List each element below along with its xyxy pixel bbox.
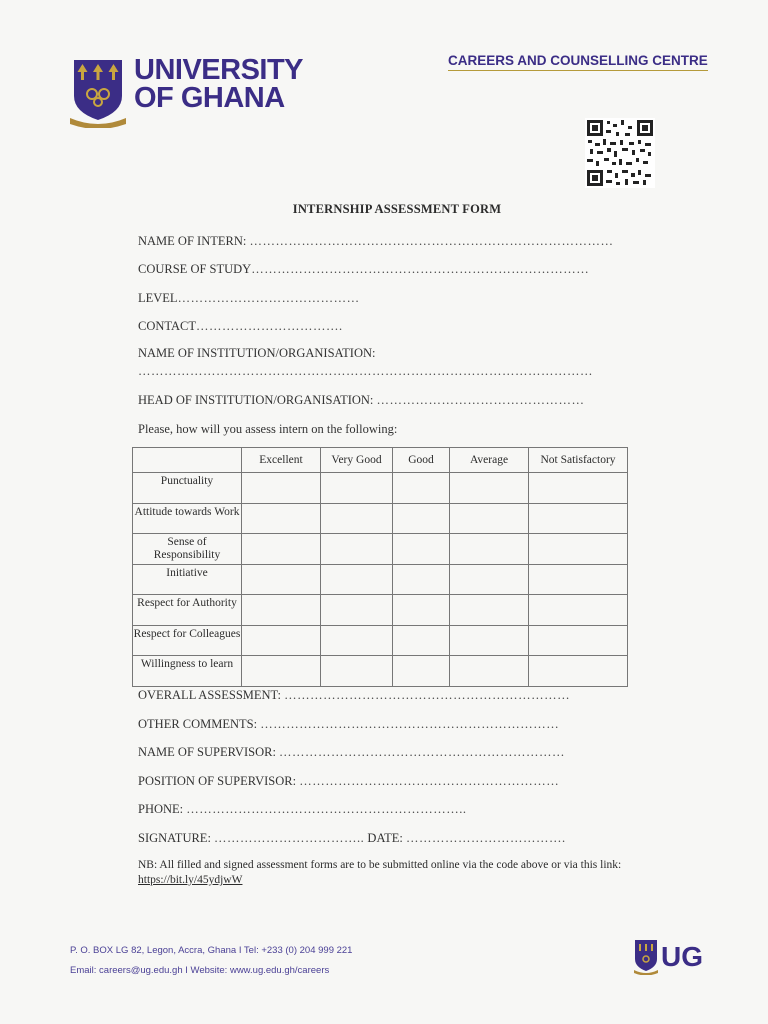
column-header: Average xyxy=(450,448,529,473)
rating-cell[interactable] xyxy=(242,564,321,595)
rating-cell[interactable] xyxy=(321,656,393,687)
criterion-label: Willingness to learn xyxy=(133,656,242,687)
criterion-label: Initiative xyxy=(133,564,242,595)
supervisor-name-label: NAME OF SUPERVISOR: xyxy=(138,745,276,759)
table-row xyxy=(133,564,628,595)
supervisor-position-label: POSITION OF SUPERVISOR: xyxy=(138,774,297,788)
signature-date-row xyxy=(138,831,566,846)
column-header: Good xyxy=(393,448,450,473)
institution-label: NAME OF INSTITUTION/ORGANISATION: xyxy=(138,346,376,360)
rating-cell[interactable] xyxy=(529,595,628,626)
signature-field[interactable]: …………………………….. xyxy=(214,831,365,845)
rating-cell[interactable] xyxy=(393,534,450,565)
rating-cell[interactable] xyxy=(321,534,393,565)
rating-cell[interactable] xyxy=(529,473,628,504)
column-header: Not Satisfactory xyxy=(529,448,628,473)
centre-title: CAREERS AND COUNSELLING CENTRE xyxy=(448,53,708,71)
rating-cell[interactable] xyxy=(450,564,529,595)
overall-assessment-label: OVERALL ASSESSMENT: xyxy=(138,688,282,702)
table-row xyxy=(133,534,628,565)
rating-cell[interactable] xyxy=(529,625,628,656)
column-header: Very Good xyxy=(321,448,393,473)
signature-label: SIGNATURE: xyxy=(138,831,211,845)
rating-cell[interactable] xyxy=(242,625,321,656)
table-row xyxy=(133,503,628,534)
rating-cell[interactable] xyxy=(242,656,321,687)
assessment-prompt: Please, how will you assess intern on the following: xyxy=(138,422,398,436)
contact-label: CONTACT xyxy=(138,319,197,333)
date-label: DATE: xyxy=(367,831,403,845)
ug-logo xyxy=(634,939,703,975)
rating-cell[interactable] xyxy=(393,564,450,595)
university-logo xyxy=(70,56,303,128)
rating-cell[interactable] xyxy=(450,473,529,504)
criterion-label: Punctuality xyxy=(133,473,242,504)
head-of-institution-label: HEAD OF INSTITUTION/ORGANISATION: xyxy=(138,393,374,407)
qr-code-icon xyxy=(585,118,655,188)
assessment-table xyxy=(132,447,628,687)
other-comments-field[interactable]: OTHER COMMENTS: …………………………………………………………… xyxy=(138,717,560,731)
criterion-label: Sense of Responsibility xyxy=(133,534,242,565)
rating-cell[interactable] xyxy=(450,595,529,626)
rating-cell[interactable] xyxy=(321,503,393,534)
rating-cell[interactable] xyxy=(529,503,628,534)
footer-address: P. O. BOX LG 82, Legon, Accra, Ghana I Tel: +233 (0) 204 999 221 xyxy=(70,945,353,956)
course-of-study-field[interactable]: COURSE OF STUDY…………………………………………………………………… xyxy=(138,262,590,276)
table-header-row xyxy=(133,448,628,473)
university-name-line2: OF GHANA xyxy=(134,82,285,114)
rating-cell[interactable] xyxy=(450,656,529,687)
rating-cell[interactable] xyxy=(321,595,393,626)
university-name-line1: UNIVERSITY xyxy=(134,54,304,86)
rating-cell[interactable] xyxy=(321,625,393,656)
rating-cell[interactable] xyxy=(450,534,529,565)
rating-cell[interactable] xyxy=(393,625,450,656)
phone-label: PHONE: xyxy=(138,802,184,816)
rating-cell[interactable] xyxy=(242,473,321,504)
overall-assessment-field[interactable]: OVERALL ASSESSMENT: ………………………………………………………… xyxy=(138,688,571,702)
criterion-label: Respect for Authority xyxy=(133,595,242,626)
rating-cell[interactable] xyxy=(393,503,450,534)
date-field[interactable]: ………………………………. xyxy=(405,831,566,845)
ug-text: UG xyxy=(661,941,703,972)
submission-note xyxy=(138,858,658,888)
crest-icon xyxy=(70,56,128,128)
submission-link[interactable]: https://bit.ly/45ydjwW xyxy=(138,874,243,886)
head-of-institution-field[interactable]: HEAD OF INSTITUTION/ORGANISATION: ………………………………………… xyxy=(138,393,585,407)
rating-cell[interactable] xyxy=(529,534,628,565)
name-of-intern-field[interactable]: NAME OF INTERN: ………………………………………………………………………… xyxy=(138,234,614,248)
footer-contact: Email: careers@ug.edu.gh I Website: www.ug.edu.gh/careers xyxy=(70,965,330,976)
form-title: INTERNSHIP ASSESSMENT FORM xyxy=(292,202,502,216)
institution-field[interactable] xyxy=(138,346,376,361)
rating-cell[interactable] xyxy=(529,564,628,595)
criterion-label: Attitude towards Work xyxy=(133,503,242,534)
rating-cell[interactable] xyxy=(393,473,450,504)
table-row xyxy=(133,656,628,687)
supervisor-name-field[interactable]: NAME OF SUPERVISOR: ………………………………………………………… xyxy=(138,745,566,759)
rating-cell[interactable] xyxy=(529,656,628,687)
rating-cell[interactable] xyxy=(450,503,529,534)
note-text: NB: All filled and signed assessment forms are to be submitted online via the code above or via this link: xyxy=(138,859,622,871)
rating-cell[interactable] xyxy=(242,503,321,534)
table-row xyxy=(133,625,628,656)
supervisor-position-field[interactable]: POSITION OF SUPERVISOR: …………………………………………………… xyxy=(138,774,560,788)
rating-cell[interactable] xyxy=(242,595,321,626)
rating-cell[interactable] xyxy=(321,473,393,504)
contact-field[interactable]: CONTACT……………………………. xyxy=(138,319,343,333)
level-field[interactable]: LEVEL…………………………………… xyxy=(138,291,360,305)
rating-cell[interactable] xyxy=(450,625,529,656)
small-crest-icon xyxy=(634,939,658,975)
name-of-intern-label: NAME OF INTERN: xyxy=(138,234,247,248)
criteria-header xyxy=(133,448,242,473)
criterion-label: Respect for Colleagues xyxy=(133,625,242,656)
table-row xyxy=(133,473,628,504)
phone-field[interactable]: PHONE: ……………………………………………………….. xyxy=(138,802,467,816)
rating-cell[interactable] xyxy=(321,564,393,595)
institution-dotted-line[interactable]: …………………………………………………………………………………………… xyxy=(138,364,593,378)
rating-cell[interactable] xyxy=(393,595,450,626)
course-of-study-label: COURSE OF STUDY xyxy=(138,262,252,276)
level-label: LEVEL xyxy=(138,291,178,305)
table-row xyxy=(133,595,628,626)
rating-cell[interactable] xyxy=(242,534,321,565)
column-header: Excellent xyxy=(242,448,321,473)
other-comments-label: OTHER COMMENTS: xyxy=(138,717,258,731)
rating-cell[interactable] xyxy=(393,656,450,687)
